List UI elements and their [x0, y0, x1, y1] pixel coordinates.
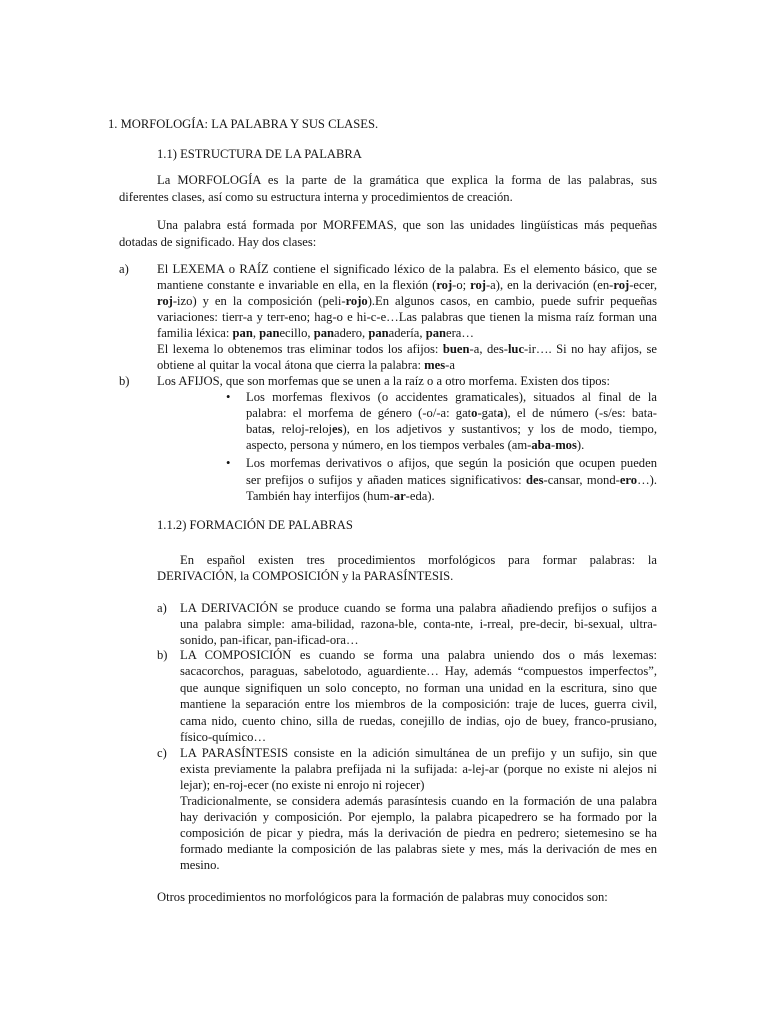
- text-run: una palabra simple: ama-bilidad, razona-ble, conta-nte, i-rreal, pre-decir, bi-sexual, ultra-: [180, 617, 657, 631]
- text-run: Tradicionalmente, se considera además parasíntesis cuando en la formación de una palabra: [180, 794, 657, 808]
- bold-text: pan: [368, 326, 389, 340]
- text-run: -a, des-: [469, 342, 508, 356]
- text-line: [157, 568, 657, 584]
- text-run: LA DERIVACIÓN se produce cuando se forma una palabra añadiendo prefijos o sufijos a: [180, 601, 657, 615]
- list-item-marker: a): [157, 601, 167, 615]
- text-run: ), el de número (-s/es: bata-: [503, 406, 657, 420]
- text-line: [180, 696, 657, 712]
- text-run: dotadas de significado. Hay dos clases:: [119, 235, 317, 249]
- text-run: , reloj-reloj: [271, 422, 333, 436]
- bold-text: a: [497, 406, 504, 420]
- bold-text: mos: [555, 438, 577, 452]
- text-run: La MORFOLOGÍA es la parte de la gramática que explica la forma de las palabras, sus: [157, 173, 657, 187]
- text-line: [157, 261, 657, 277]
- text-run: familia léxica:: [157, 326, 233, 340]
- text-run: En español existen tres procedimientos morfológicos para formar palabras: la: [180, 553, 657, 567]
- text-line: [119, 217, 657, 234]
- text-line: [157, 357, 657, 373]
- text-run: palabra: el morfema de género (-o/-a: gat: [246, 406, 472, 420]
- text-run: adería,: [388, 326, 426, 340]
- list-item-derivacion: [180, 600, 657, 648]
- text-line: [180, 713, 657, 729]
- text-run: mantiene la separación entre los miembros de la composición: traje de luces, guerra civil,: [180, 697, 657, 712]
- text-line: [180, 841, 657, 857]
- chapter-heading: 1. MORFOLOGÍA: LA PALABRA Y SUS CLASES.: [108, 117, 379, 131]
- list-item-marker: a): [119, 262, 129, 276]
- list-item-composicion: [180, 647, 657, 745]
- text-run: obtiene al quitar la vocal átona que cierra la palabra:: [157, 358, 425, 372]
- text-run: -o;: [452, 278, 471, 292]
- list-item-marker: c): [157, 746, 167, 760]
- bullet-icon: •: [226, 456, 231, 470]
- text-line: [180, 809, 657, 825]
- section-heading: 1.1.2) FORMACIÓN DE PALABRAS: [157, 518, 353, 532]
- text-run: cama nido, cuento chino, silla de ruedas, conejillo de indias, ojo de buey, franco-prusiano,: [180, 713, 657, 728]
- text-run: -gat: [477, 406, 498, 420]
- text-line: [180, 729, 657, 745]
- text-run: -a: [445, 358, 455, 372]
- text-run: mesino.: [180, 858, 220, 872]
- text-run: Los morfemas flexivos (o accidentes gramaticales), situados al final de la: [246, 390, 657, 404]
- text-line: [246, 421, 657, 437]
- paragraph-morfologia: [119, 172, 657, 206]
- text-run: -ecer,: [629, 278, 658, 292]
- text-run: que aunque signifiquen un solo concepto, no forman una unidad en la escritura, sino que: [180, 680, 657, 695]
- text-line: [180, 745, 657, 761]
- bold-text: s: [266, 422, 272, 436]
- bold-text: roj: [157, 294, 173, 308]
- bold-text: ero: [619, 472, 638, 487]
- text-line: [157, 325, 657, 341]
- bold-text: ar: [393, 489, 406, 503]
- text-run: -: [550, 438, 556, 452]
- text-line: [246, 488, 657, 505]
- list-item-lexema-continued: [157, 341, 657, 373]
- text-run: diferentes clases, así como su estructura interna y procedimientos de creación.: [119, 190, 513, 204]
- text-line: [180, 777, 657, 793]
- text-run: El LEXEMA o RAÍZ contiene el significado léxico de la palabra. Es el elemento básico, que se: [157, 262, 657, 276]
- text-run: El lexema lo obtenemos tras eliminar todos los afijos:: [157, 342, 443, 356]
- text-run: sonido, pan-ificar, pan-ificad-ora…: [180, 633, 359, 647]
- text-line: [180, 857, 657, 873]
- text-run: Una palabra está formada por MORFEMAS, que son las unidades lingüísticas más pequeñas: [157, 218, 657, 232]
- text-line: [180, 632, 657, 648]
- text-run: exista previamente la palabra prefijada ni la sufijada: a-lej-ar (porque no existe ni alejos ni: [180, 762, 657, 776]
- text-line: [246, 455, 657, 472]
- text-line: [180, 663, 657, 679]
- text-run: era…: [446, 326, 474, 340]
- paragraph-procedimientos: [157, 552, 657, 584]
- bold-text: pan: [259, 326, 280, 340]
- bold-text: pan: [232, 326, 253, 340]
- text-line: [246, 405, 657, 421]
- bold-text: o: [471, 406, 478, 420]
- text-run: aspecto, persona y número, en los tiempos verbales (am-: [246, 438, 532, 452]
- text-run: adero,: [334, 326, 369, 340]
- text-line: [157, 309, 657, 325]
- text-run: ).: [576, 438, 585, 452]
- text-run: -eda).: [405, 489, 435, 503]
- list-item-marker: b): [119, 374, 130, 388]
- list-item-parasintesis-continued: [180, 793, 657, 873]
- text-run: composición de picar y piedra, más la derivación de piedra en pedrero; sietemesino se ha: [180, 826, 657, 840]
- bold-text: rojo: [345, 294, 368, 308]
- list-item-lexema: [157, 261, 657, 341]
- text-line: [180, 793, 657, 809]
- bold-text: es: [332, 422, 343, 436]
- section-heading: 1.1) ESTRUCTURA DE LA PALABRA: [157, 147, 362, 161]
- text-run: DERIVACIÓN, la COMPOSICIÓN y la PARASÍNTESIS.: [157, 569, 454, 583]
- text-line: [180, 600, 657, 616]
- text-run: formado mediante la composición de las palabras siete y mes, más la derivación de mes en: [180, 842, 657, 856]
- bold-text: luc: [507, 342, 525, 356]
- text-run: -ir…. Si no hay afijos, se: [524, 342, 657, 356]
- bullet-item-derivativos: [246, 455, 657, 505]
- text-run: Los morfemas derivativos o afijos, que según la posición que ocupen pueden: [246, 456, 657, 470]
- closing-paragraph: Otros procedimientos no morfológicos para la formación de palabras muy conocidos son:: [157, 890, 608, 904]
- bold-text: buen: [442, 342, 470, 356]
- text-run: variaciones: tierr-a y terr-eno; hag-o e hi-c-e…Las palabras que tienen la misma raíz forman una: [157, 310, 657, 324]
- text-line: [246, 437, 657, 453]
- text-run: También hay interfijos (hum-: [246, 489, 394, 503]
- bold-text: roj: [436, 278, 453, 292]
- bold-text: pan: [425, 326, 446, 340]
- text-run: ,: [252, 326, 260, 340]
- text-run: -a), en la derivación (en-: [485, 278, 614, 292]
- text-line: [157, 293, 657, 309]
- text-run: físico-químico…: [180, 730, 267, 745]
- text-run: hay derivación y composición. Por ejemplo, la palabra picapedrero se ha formado por la: [180, 810, 657, 824]
- text-run: LA COMPOSICIÓN es cuando se forma una palabra uniendo dos o más lexemas:: [180, 648, 657, 662]
- bold-text: des: [526, 472, 544, 487]
- text-run: ser prefijos o sufijos y añaden matices significativos:: [246, 472, 527, 487]
- text-line: [180, 647, 657, 663]
- text-line: [119, 234, 657, 251]
- text-run: ).En algunos casos, en cambio, puede sufrir pequeñas: [367, 294, 657, 308]
- text-line: [119, 172, 657, 189]
- text-line: [180, 761, 657, 777]
- text-run: ecillo,: [279, 326, 314, 340]
- text-run: Los AFIJOS, que son morfemas que se unen a la raíz o a otro morfema. Existen dos tipos:: [157, 374, 610, 388]
- text-line: [246, 389, 657, 405]
- text-run: lejar); en-roj-ecer (no existe ni enrojo ni rojecer): [180, 778, 425, 792]
- text-run: bata: [246, 422, 267, 436]
- bullet-icon: •: [226, 390, 231, 404]
- text-line: [119, 189, 657, 206]
- text-line: [157, 341, 657, 357]
- text-line: [180, 680, 657, 696]
- bold-text: aba: [531, 438, 551, 452]
- text-line: [180, 825, 657, 841]
- bold-text: mes: [424, 358, 446, 372]
- text-run: sacacorchos, paraguas, sabelotodo, aguardiente… Hay, además “compuestos imperfectos”,: [180, 664, 657, 679]
- text-run: …).: [637, 472, 657, 487]
- text-line: [157, 373, 657, 389]
- text-line: [180, 616, 657, 632]
- text-run: ), en los adjetivos y sustantivos; y los de modo, tiempo,: [342, 422, 657, 436]
- text-line: [246, 472, 657, 489]
- bold-text: roj: [470, 278, 486, 292]
- paragraph-morfemas: [119, 217, 657, 251]
- bold-text: roj: [613, 278, 630, 292]
- bullet-item-flexivos: [246, 389, 657, 453]
- bold-text: pan: [313, 326, 335, 340]
- text-line: [157, 277, 657, 293]
- list-item-parasintesis: [180, 745, 657, 793]
- list-item-marker: b): [157, 648, 168, 662]
- text-line: [157, 552, 657, 568]
- text-run: mantiene constante e invariable en ella, en la flexión (: [157, 278, 437, 292]
- list-item-afijos: [157, 373, 657, 389]
- text-run: -izo) y en la composición (peli-: [172, 294, 346, 308]
- text-run: LA PARASÍNTESIS consiste en la adición simultánea de un prefijo y un sufijo, sin que: [180, 746, 657, 760]
- text-run: -cansar, mond-: [543, 472, 620, 487]
